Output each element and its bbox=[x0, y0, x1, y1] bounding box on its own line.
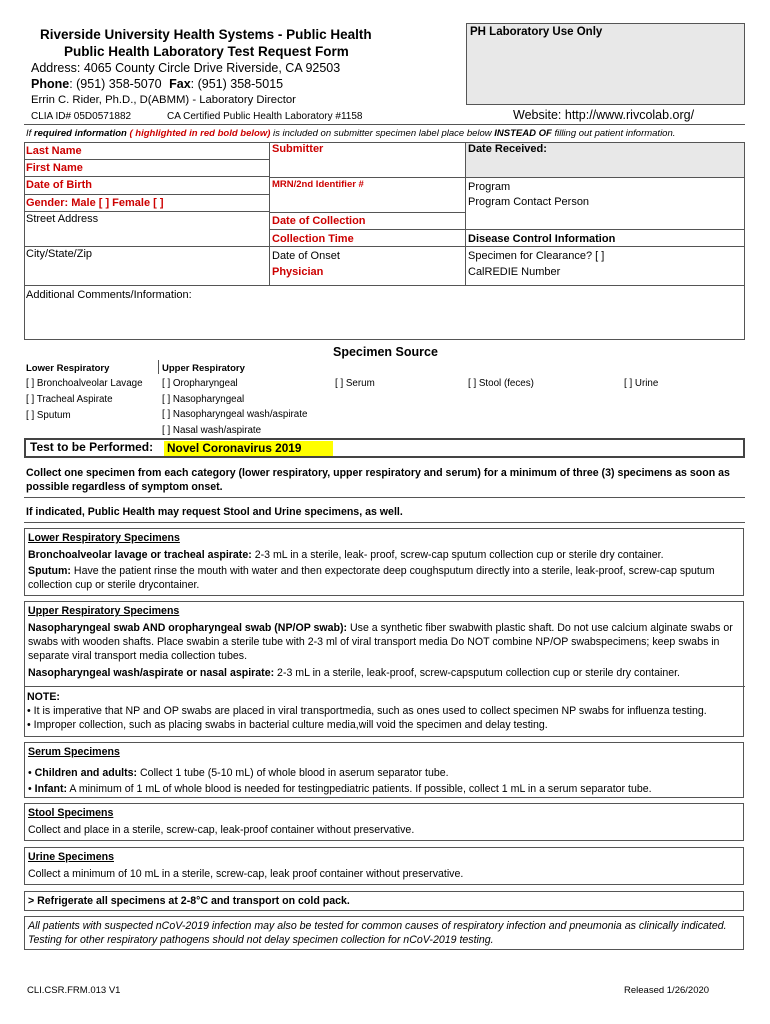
stool-section-text: Collect and place in a sterile, screw-cap, leak-proof container without preservative. bbox=[28, 824, 415, 836]
footer-note-box bbox=[24, 916, 744, 950]
serum-section bbox=[24, 742, 744, 798]
refrigerate-box bbox=[24, 891, 744, 911]
urine-section-title: Urine Specimens bbox=[28, 851, 114, 863]
phone-label: Phone bbox=[31, 77, 70, 91]
last-name-field[interactable]: Last Name bbox=[26, 145, 82, 157]
mrn-field[interactable]: MRN/2nd Identifier # bbox=[272, 179, 364, 190]
lower-respiratory-section bbox=[24, 528, 744, 596]
row-line bbox=[269, 246, 465, 247]
program-contact-field[interactable]: Program Contact Person bbox=[468, 196, 590, 208]
form-title: Public Health Laboratory Test Request Form bbox=[64, 44, 349, 59]
lower-section-p1: Bronchoalveolar lavage or tracheal aspirate: 2-3 mL in a sterile, leak- proof, screw-cap sputum collection cup or sterile dry container. bbox=[28, 549, 664, 561]
website: Website: http://www.rivcolab.org/ bbox=[513, 108, 695, 122]
note-item-1: • It is imperative that NP and OP swabs are placed in viral transportmedia, such as ones used to collect specimen NP swabs for influenza testing. bbox=[27, 705, 707, 717]
gender-field[interactable]: Gender: Male [ ] Female [ ] bbox=[26, 197, 164, 209]
indicated-note: If indicated, Public Health may request Stool and Urine specimens, as well. bbox=[26, 506, 403, 518]
row-line bbox=[465, 177, 745, 178]
lab-address bbox=[31, 61, 340, 75]
stool-section-title: Stool Specimens bbox=[28, 807, 114, 819]
refrigerate-text: > Refrigerate all specimens at 2-8°C and transport on cold pack. bbox=[28, 895, 350, 907]
bronchoalveolar-checkbox[interactable]: [ ] Bronchoalveolar Lavage bbox=[26, 378, 143, 389]
release-date: Released 1/26/2020 bbox=[624, 985, 710, 996]
serum-section-p2: • Infant: A minimum of 1 mL of whole blood is needed for testingpediatric patients. If possible, collect 1 mL in a serum separator tube. bbox=[28, 783, 652, 795]
serum-section-title: Serum Specimens bbox=[28, 746, 120, 758]
dob-field[interactable]: Date of Birth bbox=[26, 179, 92, 191]
row-line bbox=[24, 522, 745, 523]
upper-section-p2: Nasopharyngeal wash/aspirate or nasal aspirate: 2-3 mL in a sterile, leak-proof, screw-capsputum collection cup or sterile dry container. bbox=[28, 667, 680, 679]
oropharyngeal-checkbox[interactable]: [ ] Oropharyngeal bbox=[162, 378, 238, 389]
address-label: Address: bbox=[31, 61, 81, 75]
tracheal-checkbox[interactable]: [ ] Tracheal Aspirate bbox=[26, 394, 113, 405]
phone-value: : (951) 358-5070 bbox=[69, 77, 162, 91]
certification: CA Certified Public Health Laboratory #1158 bbox=[167, 111, 363, 122]
urine-checkbox[interactable]: [ ] Urine bbox=[624, 378, 659, 389]
row-line bbox=[24, 176, 269, 177]
serum-section-p1: • Children and adults: Collect 1 tube (5-10 mL) of whole blood in aserum separator tube. bbox=[28, 767, 449, 779]
row-line bbox=[269, 212, 465, 213]
header-divider bbox=[24, 124, 745, 125]
urine-section bbox=[24, 847, 744, 885]
stool-section bbox=[24, 803, 744, 841]
physician-field[interactable]: Physician bbox=[272, 266, 324, 278]
nasal-wash-checkbox[interactable]: [ ] Nasal wash/aspirate bbox=[162, 425, 262, 436]
instruction-line: If required information ( highlighted in red bold below) is included on submitter specimen label place below INSTEAD OF filling out patient information. bbox=[26, 128, 676, 139]
sputum-checkbox[interactable]: [ ] Sputum bbox=[26, 410, 71, 421]
row-line bbox=[269, 229, 465, 230]
date-collection-field[interactable]: Date of Collection bbox=[272, 215, 366, 227]
row-line bbox=[24, 686, 745, 687]
additional-comments-field[interactable]: Additional Comments/Information: bbox=[26, 289, 192, 301]
org-title: Riverside University Health Systems - Public Health bbox=[40, 27, 372, 42]
collect-instructions: Collect one specimen from each category (lower respiratory, upper respiratory and serum) for a minimum of three (3) specimens as soon as possible regardless of symptom onset. bbox=[26, 467, 730, 493]
serum-checkbox[interactable]: [ ] Serum bbox=[335, 378, 375, 389]
date-received-label: Date Received: bbox=[468, 143, 547, 155]
clearance-checkbox[interactable]: Specimen for Clearance? [ ] bbox=[468, 250, 605, 262]
row-line bbox=[269, 177, 465, 178]
nasopharyngeal-wash-checkbox[interactable]: [ ] Nasopharyngeal wash/aspirate bbox=[162, 409, 308, 420]
column-divider bbox=[158, 360, 159, 374]
footer-note-text: All patients with suspected nCoV-2019 infection may also be tested for common causes of respiratory infection and pneumonia as clinically indicated. Testing for other respiratory pathogens should not delay specimen collection for nCoV-2019 testing. bbox=[28, 920, 727, 946]
lab-phone-fax bbox=[31, 77, 283, 91]
note-item-2: • Improper collection, such as placing swabs in bacterial culture media,will void the specimen and delay testing. bbox=[27, 719, 548, 731]
row-line bbox=[24, 497, 745, 498]
city-state-zip-field[interactable]: City/State/Zip bbox=[26, 248, 93, 260]
upper-respiratory-header: Upper Respiratory bbox=[162, 363, 245, 374]
grid-divider-1 bbox=[269, 142, 270, 285]
row-line bbox=[24, 159, 269, 160]
clia-id: CLIA ID# 05D0571882 bbox=[31, 111, 132, 122]
row-line bbox=[24, 285, 745, 286]
address-value: 4065 County Circle Drive Riverside, CA 92503 bbox=[83, 61, 341, 75]
upper-section-title: Upper Respiratory Specimens bbox=[28, 605, 180, 617]
fax-value: : (951) 358-5015 bbox=[190, 77, 284, 91]
stool-checkbox[interactable]: [ ] Stool (feces) bbox=[468, 378, 534, 389]
first-name-field[interactable]: First Name bbox=[26, 162, 83, 174]
lab-use-only-label: PH Laboratory Use Only bbox=[470, 26, 603, 38]
lower-section-p2: Sputum: Have the patient rinse the mouth with water and then expectorate deep coughsputum directly into a sterile, leak-proof, screw-cap sputum collection cup or sterile drycontainer. bbox=[28, 565, 715, 591]
lower-section-title: Lower Respiratory Specimens bbox=[28, 532, 180, 544]
row-line bbox=[24, 211, 269, 212]
specimen-source-title: Specimen Source bbox=[333, 345, 438, 359]
test-performed-label: Test to be Performed: bbox=[30, 440, 154, 454]
lower-respiratory-header: Lower Respiratory bbox=[26, 363, 110, 374]
program-field[interactable]: Program bbox=[468, 181, 511, 193]
street-address-field[interactable]: Street Address bbox=[26, 213, 99, 225]
submitter-field[interactable]: Submitter bbox=[272, 143, 324, 155]
calredie-field[interactable]: CalREDIE Number bbox=[468, 266, 561, 278]
row-line bbox=[465, 246, 745, 247]
upper-section-p1: Nasopharyngeal swab AND oropharyngeal swab (NP/OP swab): Use a synthetic fiber swabwith plastic shaft. Do not use calcium alginate swabs or swabs with wooden shafts. Place swabin a sterile tube with 2-3 ml of viral transport media Do NOT combine NP/OP swabspecimens; keep swabs in separate viral transport media collection tubes. bbox=[28, 622, 733, 662]
fax-label: Fax bbox=[169, 77, 191, 91]
form-id: CLI.CSR.FRM.013 V1 bbox=[27, 985, 121, 996]
lab-director: Errin C. Rider, Ph.D., D(ABMM) - Laboratory Director bbox=[31, 94, 296, 106]
urine-section-text: Collect a minimum of 10 mL in a sterile, screw-cap, leak proof container without preservative. bbox=[28, 868, 464, 880]
test-performed-value[interactable]: Novel Coronavirus 2019 bbox=[164, 441, 333, 456]
row-line bbox=[24, 194, 269, 195]
row-line bbox=[24, 246, 269, 247]
disease-control-header: Disease Control Information bbox=[468, 233, 616, 245]
note-title: NOTE: bbox=[27, 691, 60, 703]
nasopharyngeal-checkbox[interactable]: [ ] Nasopharyngeal bbox=[162, 394, 245, 405]
row-line bbox=[465, 229, 745, 230]
collection-time-field[interactable]: Collection Time bbox=[272, 233, 354, 245]
date-onset-field[interactable]: Date of Onset bbox=[272, 250, 340, 262]
